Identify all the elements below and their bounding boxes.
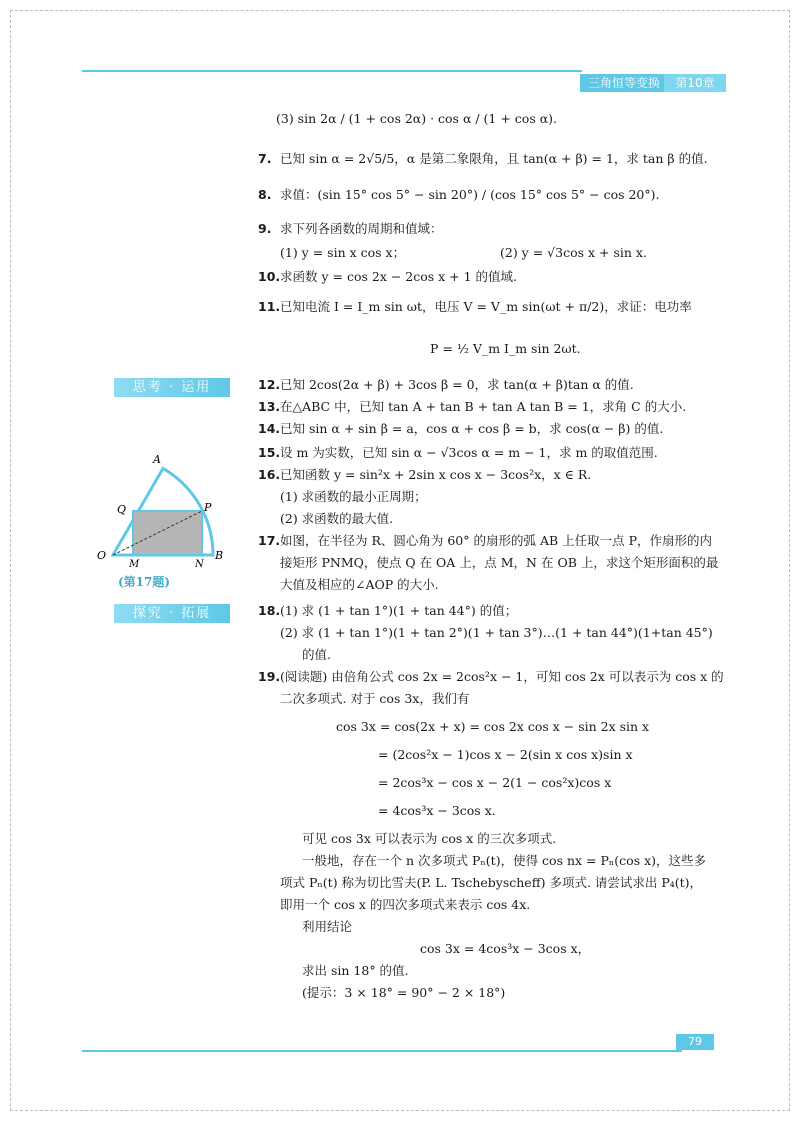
exercise-10 (258, 268, 517, 286)
exercise-19-line-5: 项式 Pₙ(t) 称为切比雪夫(P. L. Tschebyscheff) 多项式. 请尝试求出 P₄(t)， (280, 875, 703, 890)
label-o: O (97, 549, 107, 562)
exercise-number: 18. (258, 603, 281, 618)
exercise-text: (1) 求 (1 + tan 1°)(1 + tan 44°) 的值； (280, 603, 518, 618)
exercise-number: 14. (258, 421, 281, 436)
derivation-line-4: = 4cos³x − 3cos x. (378, 803, 496, 818)
exercise-text: 在△ABC 中，已知 tan A + tan B + tan A tan B = 1，求角 C 的大小. (280, 399, 687, 414)
exercise-17 (258, 532, 712, 550)
header-rule (82, 70, 582, 72)
exercise-9-part-2: (2) y = √3cos x + sin x. (500, 245, 647, 260)
derivation-line-3: = 2cos³x − cos x − 2(1 − cos²x)cos x (378, 775, 612, 790)
label-p: P (204, 501, 212, 514)
exercise-19-hint: (提示：3 × 18° = 90° − 2 × 18°) (302, 985, 506, 1000)
exercise-number: 11. (258, 299, 281, 314)
exercise-19-line-7: 利用结论 (302, 919, 353, 934)
label-q: Q (117, 503, 127, 516)
exercise-8 (258, 186, 660, 204)
exercise-number: 7. (258, 151, 272, 166)
exercise-18-part-2: (2) 求 (1 + tan 1°)(1 + tan 2°)(1 + tan 3°)…(1 + tan 44°)(1+tan 45°) (280, 625, 713, 640)
exercise-number: 15. (258, 445, 281, 460)
exercise-7 (258, 150, 708, 168)
exercise-19-equation: cos 3x = 4cos³x − 3cos x， (420, 941, 591, 956)
label-m: M (129, 559, 140, 570)
label-b: B (215, 549, 224, 562)
exercise-18-line-3: 的值. (302, 647, 331, 662)
exercise-number: 12. (258, 377, 281, 392)
exercise-14 (258, 420, 663, 438)
exercise-13 (258, 398, 686, 416)
exercise-17-line-3: 大值及相应的∠AOP 的大小. (280, 577, 439, 592)
exercise-17-line-2: 接矩形 PNMQ，使点 Q 在 OA 上，点 M，N 在 OB 上，求这个矩形面积的最 (280, 555, 719, 570)
exercise-16 (258, 466, 591, 484)
exercise-number: 9. (258, 221, 272, 236)
exercise-text: 如图，在半径为 R、圆心角为 60° 的扇形的弧 AB 上任取一点 P，作扇形的内 (280, 533, 713, 548)
footer-rule (82, 1050, 682, 1052)
exercise-number: 8. (258, 187, 272, 202)
sector-figure (95, 445, 235, 570)
label-a: A (153, 453, 161, 466)
exercise-11 (258, 298, 692, 316)
exercise-number: 16. (258, 467, 281, 482)
exercise-18 (258, 602, 517, 620)
exercise-11-equation: P = ½ V_m I_m sin 2ωt. (430, 341, 581, 356)
exercise-19 (258, 668, 724, 686)
exercise-19-line-6: 即用一个 cos x 的四次多项式来表示 cos 4x. (280, 897, 531, 912)
page-number: 79 (676, 1034, 714, 1050)
section-title: 三角恒等变换 (580, 74, 668, 92)
exercise-text: 已知 sin α = 2√5/5，α 是第二象限角，且 tan(α + β) = 1，求 tan β 的值. (280, 151, 708, 166)
exercise-19-line-4: 一般地，存在一个 n 次多项式 Pₙ(t)，使得 cos nx = Pₙ(cos x)，这些多 (302, 853, 707, 868)
exercise-text: 已知电流 I = I_m sin ωt，电压 V = V_m sin(ωt + π/2)，求证：电功率 (280, 299, 692, 314)
exercise-9-part-1: (1) y = sin x cos x； (280, 245, 406, 260)
exercise-number: 17. (258, 533, 281, 548)
exercise-9 (258, 220, 443, 238)
derivation-line-2: = (2cos²x − 1)cos x − 2(sin x cos x)sin x (378, 747, 633, 762)
exercise-text: 求函数 y = cos 2x − 2cos x + 1 的值域. (280, 269, 518, 284)
label-n: N (195, 559, 204, 570)
inscribed-rectangle (133, 511, 202, 555)
exercise-text: 已知 2cos(2α + β) + 3cos β = 0，求 tan(α + β)tan α 的值. (280, 377, 634, 392)
exercise-16-part-2: (2) 求函数的最大值. (280, 511, 394, 526)
exercise-number: 10. (258, 269, 281, 284)
exercise-19-line-2: 二次多项式. 对于 cos 3x，我们有 (280, 691, 470, 706)
exercise-text: 求下列各函数的周期和值域： (280, 221, 443, 236)
exercise-15 (258, 444, 658, 462)
exercise-number: 19. (258, 669, 281, 684)
exercise-12 (258, 376, 634, 394)
exercise-6-part-3: (3) sin 2α / (1 + cos 2α) · cos α / (1 + cos α). (276, 111, 557, 126)
exercise-text: (阅读题) 由倍角公式 cos 2x = 2cos²x − 1，可知 cos 2x 可以表示为 cos x 的 (280, 669, 724, 684)
exercise-number: 13. (258, 399, 281, 414)
side-tag-explore: 探究 · 拓展 (114, 604, 230, 623)
exercise-text: 求值：(sin 15° cos 5° − sin 20°) / (cos 15° cos 5° − cos 20°). (280, 187, 660, 202)
exercise-16-part-1: (1) 求函数的最小正周期； (280, 489, 427, 504)
chapter-label: 第10章 (664, 74, 726, 92)
exercise-text: 设 m 为实数，已知 sin α − √3cos α = m − 1，求 m 的取值范围. (280, 445, 658, 460)
exercise-19-conclusion: 可见 cos 3x 可以表示为 cos x 的三次多项式. (302, 831, 557, 846)
exercise-text: 已知 sin α + sin β = a，cos α + cos β = b，求 cos(α − β) 的值. (280, 421, 664, 436)
derivation-line-1: cos 3x = cos(2x + x) = cos 2x cos x − sin 2x sin x (336, 719, 650, 734)
exercise-text: 已知函数 y = sin²x + 2sin x cos x − 3cos²x，x ∈ R. (280, 467, 592, 482)
exercise-19-line-8: 求出 sin 18° 的值. (302, 963, 409, 978)
side-tag-apply: 思考 · 运用 (114, 378, 230, 397)
figure-caption: (第17题) (118, 575, 171, 589)
